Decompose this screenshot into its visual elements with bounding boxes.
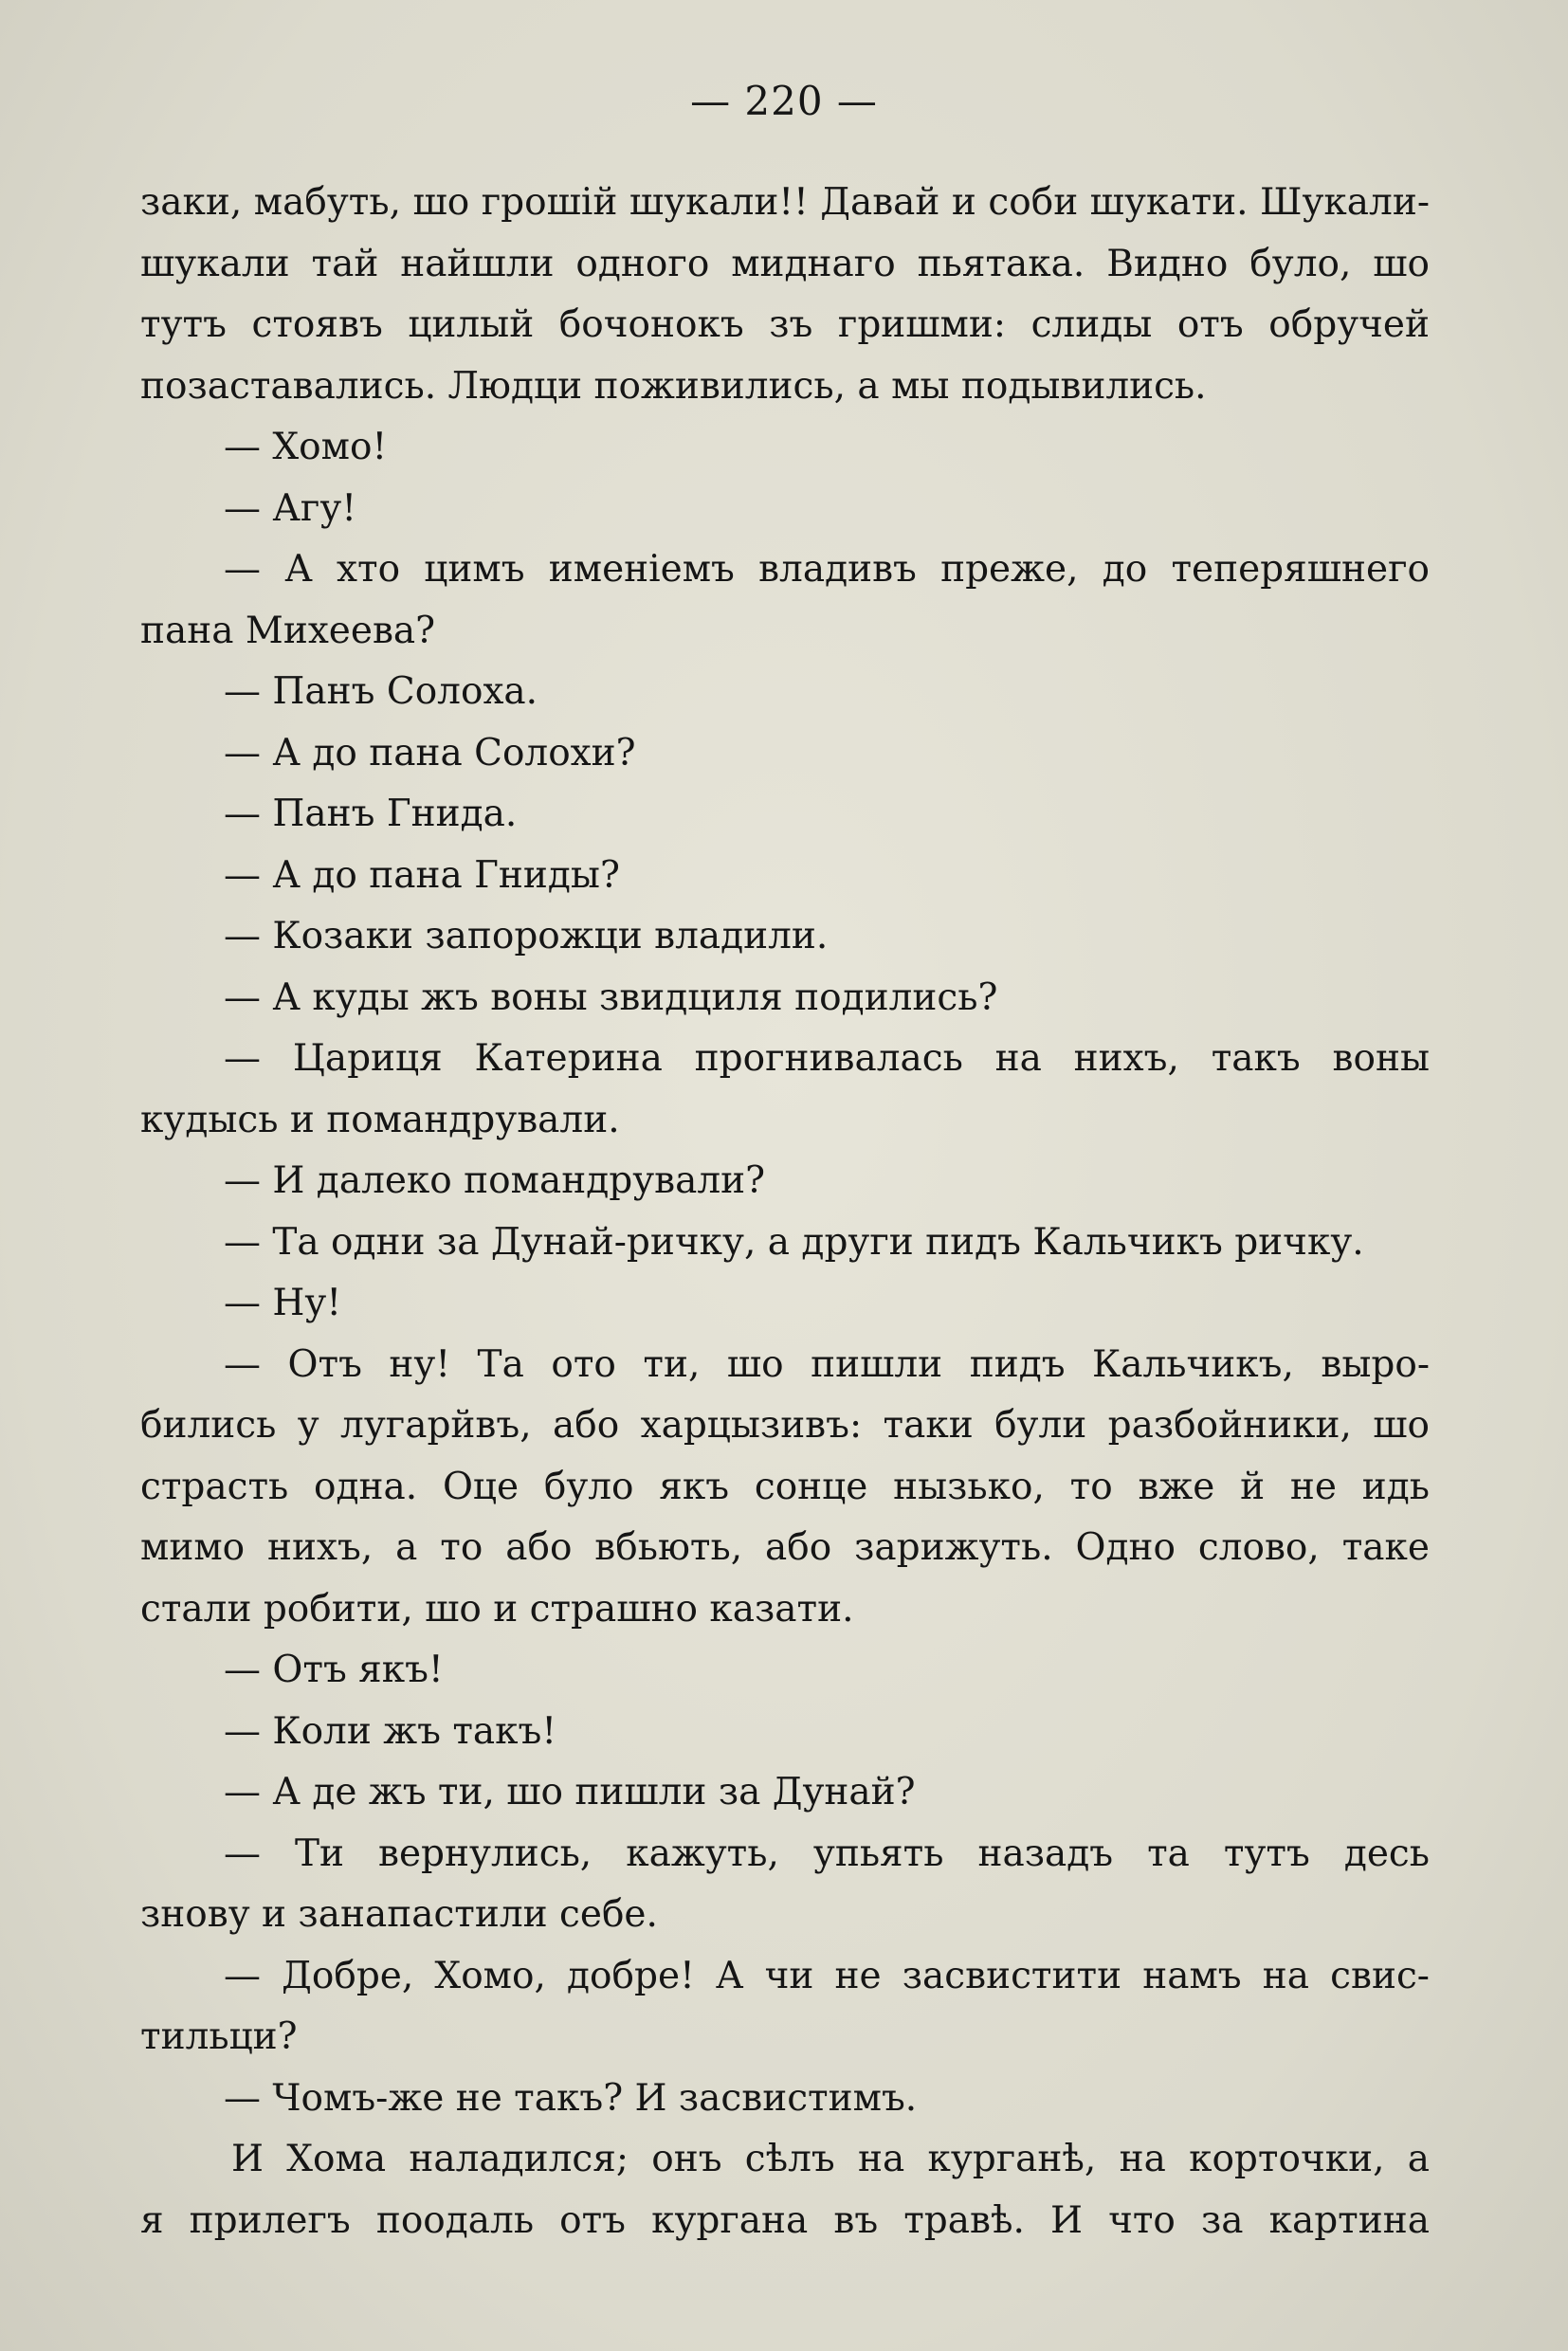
dialogue-line: — А де жъ ти, шо пишли за Дунай? bbox=[224, 1771, 916, 1813]
dialogue-line: — Цариця Катерина прогнивалась на нихъ, такъ воны bbox=[224, 1037, 1430, 1080]
body-text bbox=[140, 173, 1430, 2251]
dialogue-line: — Ти вернулись, кажуть, упьять назадъ та тутъ десь bbox=[224, 1832, 1430, 1875]
dialogue-line: — А до пана Солохи? bbox=[224, 731, 636, 775]
text-line: позаставались. Людци поживились, а мы подывились. bbox=[140, 364, 1207, 408]
dialogue-line: — А до пана Гниды? bbox=[224, 853, 620, 897]
text-line: я прилегъ поодаль отъ кургана въ травѣ. И что за картина bbox=[140, 2198, 1430, 2242]
text-line: бились у лугарйвъ, або харцызивъ: таки були разбойники, шо bbox=[140, 1404, 1430, 1447]
text-line: тильци? bbox=[140, 2015, 298, 2058]
dialogue-line: — И далеко помандрували? bbox=[224, 1159, 766, 1202]
text-line: мимо нихъ, а то або вбьють, або зарижуть. Одно слово, таке bbox=[140, 1526, 1430, 1569]
dialogue-line: — Панъ Солоха. bbox=[224, 670, 538, 713]
text-line: И Хома наладился; онъ сѣлъ на курганѣ, на корточки, а bbox=[231, 2138, 1430, 2180]
text-line: страсть одна. Оце було якъ сонце нызько, то вже й не идь bbox=[140, 1465, 1430, 1508]
dialogue-line: — Чомъ-же не такъ? И засвистимъ. bbox=[224, 2076, 918, 2120]
dialogue-line: — Добре, Хомо, добре! А чи не засвистити намъ на свис- bbox=[224, 1954, 1430, 1997]
page-number: — 220 — bbox=[690, 78, 878, 124]
dialogue-line: — Коли жъ такъ! bbox=[224, 1709, 556, 1753]
dialogue-line: — Агу! bbox=[224, 486, 356, 530]
dialogue-line: — А куды жъ воны звидциля подились? bbox=[224, 975, 998, 1019]
text-line: кудысь и помандрували. bbox=[140, 1098, 620, 1141]
dialogue-line: — Козаки запорожци владили. bbox=[224, 915, 829, 957]
dialogue-line: — Отъ якъ! bbox=[224, 1649, 444, 1691]
text-line: пана Михеева? bbox=[140, 609, 436, 652]
text-line: заки, мабуть, шо грошій шукали!! Давай и соби шукати. Шукали- bbox=[140, 181, 1430, 224]
text-line: шукали тай найшли одного миднаго пьятака. Видно було, шо bbox=[140, 242, 1430, 285]
text-line: стали робити, шо и страшно казати. bbox=[140, 1587, 854, 1631]
dialogue-line: — Та одни за Дунай-ричку, а други пидъ Кальчикъ ричку. bbox=[224, 1220, 1364, 1264]
dialogue-line: — Отъ ну! Та ото ти, шо пишли пидъ Кальчикъ, выро- bbox=[224, 1342, 1430, 1386]
text-line: знову и занапастили себе. bbox=[140, 1893, 658, 1936]
dialogue-line: — Хомо! bbox=[224, 426, 388, 468]
dialogue-line: — Ну! bbox=[224, 1282, 342, 1324]
dialogue-line: — А хто цимъ именіемъ владивъ преже, до теперяшнего bbox=[224, 548, 1430, 591]
dialogue-line: — Панъ Гнида. bbox=[224, 793, 518, 835]
text-line: тутъ стоявъ цилый бочонокъ зъ гришми: слиды отъ обручей bbox=[140, 303, 1430, 346]
